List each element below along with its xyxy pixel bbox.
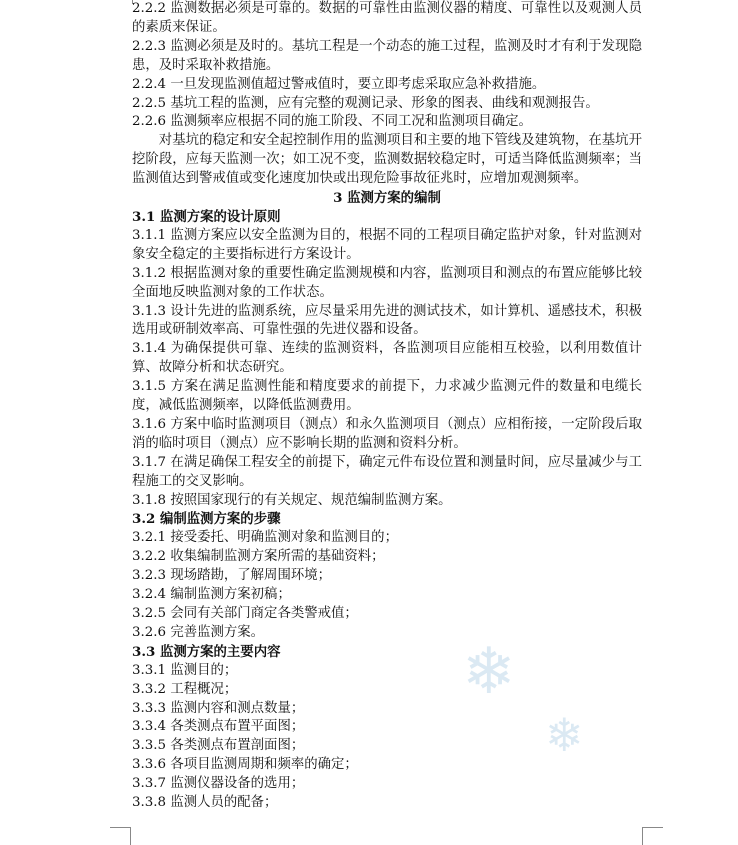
paragraph-2-2-2: 2.2.2 监测数据必须是可靠的。数据的可靠性由监测仪器的精度、可靠性以及观测人员的素质来保证。 [132,1,642,35]
snowflake-watermark-icon: ❄ [462,635,516,709]
list-item-3-3-2: 3.3.2 工程概况； [132,681,238,697]
snowflake-watermark-icon: ❄ [545,708,584,762]
list-item-3-3-3: 3.3.3 监测内容和测点数量； [132,700,305,716]
list-item-3-3-7: 3.3.7 监测仪器设备的选用； [132,776,305,792]
section-3-3-heading: 3.3 监测方案的主要内容 [132,643,281,660]
list-item-3-2-4: 3.2.4 编制监测方案初稿； [132,587,291,603]
paragraph-3-1-6: 3.1.6 方案中临时监测项目（测点）和永久监测项目（测点）应相衔接，一定阶段后取消的临时项目（测点）应不影响长期的监测和资料分析。 [132,416,642,451]
section-3-2-heading: 3.2 编制监测方案的步骤 [132,511,281,528]
list-item-3-2-2: 3.2.2 收集编制监测方案所需的基础资料； [132,549,385,565]
list-item-3-3-6: 3.3.6 各项目监测周期和频率的确定； [132,757,358,773]
paragraph-3-1-1: 3.1.1 监测方案应以安全监测为目的，根据不同的工程项目确定监护对象，针对监测对象安全稳定的主要指标进行方案设计。 [132,227,642,262]
paragraph-3-1-3: 3.1.3 设计先进的监测系统，应尽量采用先进的测试技术，如计算机、遥感技术，积极选用或研制效率高、可靠性强的先进仪器和设备。 [132,303,642,338]
margin-corner-mark-bottom-left [110,827,131,845]
document-body [132,0,642,813]
list-item-3-2-5: 3.2.5 会同有关部门商定各类警戒值； [132,606,358,621]
section-3-1-heading: 3.1 监测方案的设计原则 [132,208,281,225]
paragraph-3-1-2: 3.1.2 根据监测对象的重要性确定监测规模和内容，监测项目和测点的布置应能够比较全面地反映监测对象的工作状态。 [132,265,642,300]
list-item-3-2-6: 3.2.6 完善监测方案。 [132,624,265,640]
chapter-3-heading: 3 监测方案的编制 [333,190,441,207]
list-item-3-2-3: 3.2.3 现场踏勘，了解周围环境； [132,568,332,584]
paragraph-2-2-6-detail: 对基坑的稳定和安全起控制作用的监测项目和主要的地下管线及建筑物，在基坑开挖阶段，应每天监测一次；如工况不变，监测数据较稳定时，可适当降低监测频率；当监测值达到警戒值或变化速度加快或出现危险事故征兆时，应增加观测频率。 [132,133,642,187]
list-item-3-2-1: 3.2.1 接受委托、明确监测对象和监测目的； [132,530,398,546]
margin-corner-mark-bottom-right [642,827,663,845]
list-item-3-3-1: 3.3.1 监测目的； [132,662,238,678]
list-item-3-3-8: 3.3.8 监测人员的配备； [132,795,278,811]
paragraph-3-1-7: 3.1.7 在满足确保工程安全的前提下，确定元件布设位置和测量时间，应尽量减少与工程施工的交叉影响。 [132,454,642,489]
paragraph-2-2-4: 2.2.4 一旦发现监测值超过警戒值时，要立即考虑采取应急补救措施。 [132,76,546,92]
paragraph-2-2-3: 2.2.3 监测必须是及时的。基坑工程是一个动态的施工过程，监测及时才有利于发现隐患，及时采取补救措施。 [132,38,642,73]
paragraph-2-2-5: 2.2.5 基坑工程的监测，应有完整的观测记录、形象的图表、曲线和观测报告。 [132,95,599,111]
paragraph-3-1-5: 3.1.5 方案在满足监测性能和精度要求的前提下，力求减少监测元件的数量和电缆长度，减低监测频率，以降低监测费用。 [132,379,642,414]
paragraph-3-1-8: 3.1.8 按照国家现行的有关规定、规范编制监测方案。 [132,492,452,508]
margin-corner-mark-top [108,0,133,4]
list-item-3-3-4: 3.3.4 各类测点布置平面图； [132,719,305,735]
paragraph-3-1-4: 3.1.4 为确保提供可靠、连续的监测资料，各监测项目应能相互校验，以利用数值计算、故障分析和状态研究。 [132,341,642,376]
list-item-3-3-5: 3.3.5 各类测点布置剖面图； [132,738,305,754]
paragraph-2-2-6: 2.2.6 监测频率应根据不同的施工阶段、不同工况和监测项目确定。 [132,114,532,130]
